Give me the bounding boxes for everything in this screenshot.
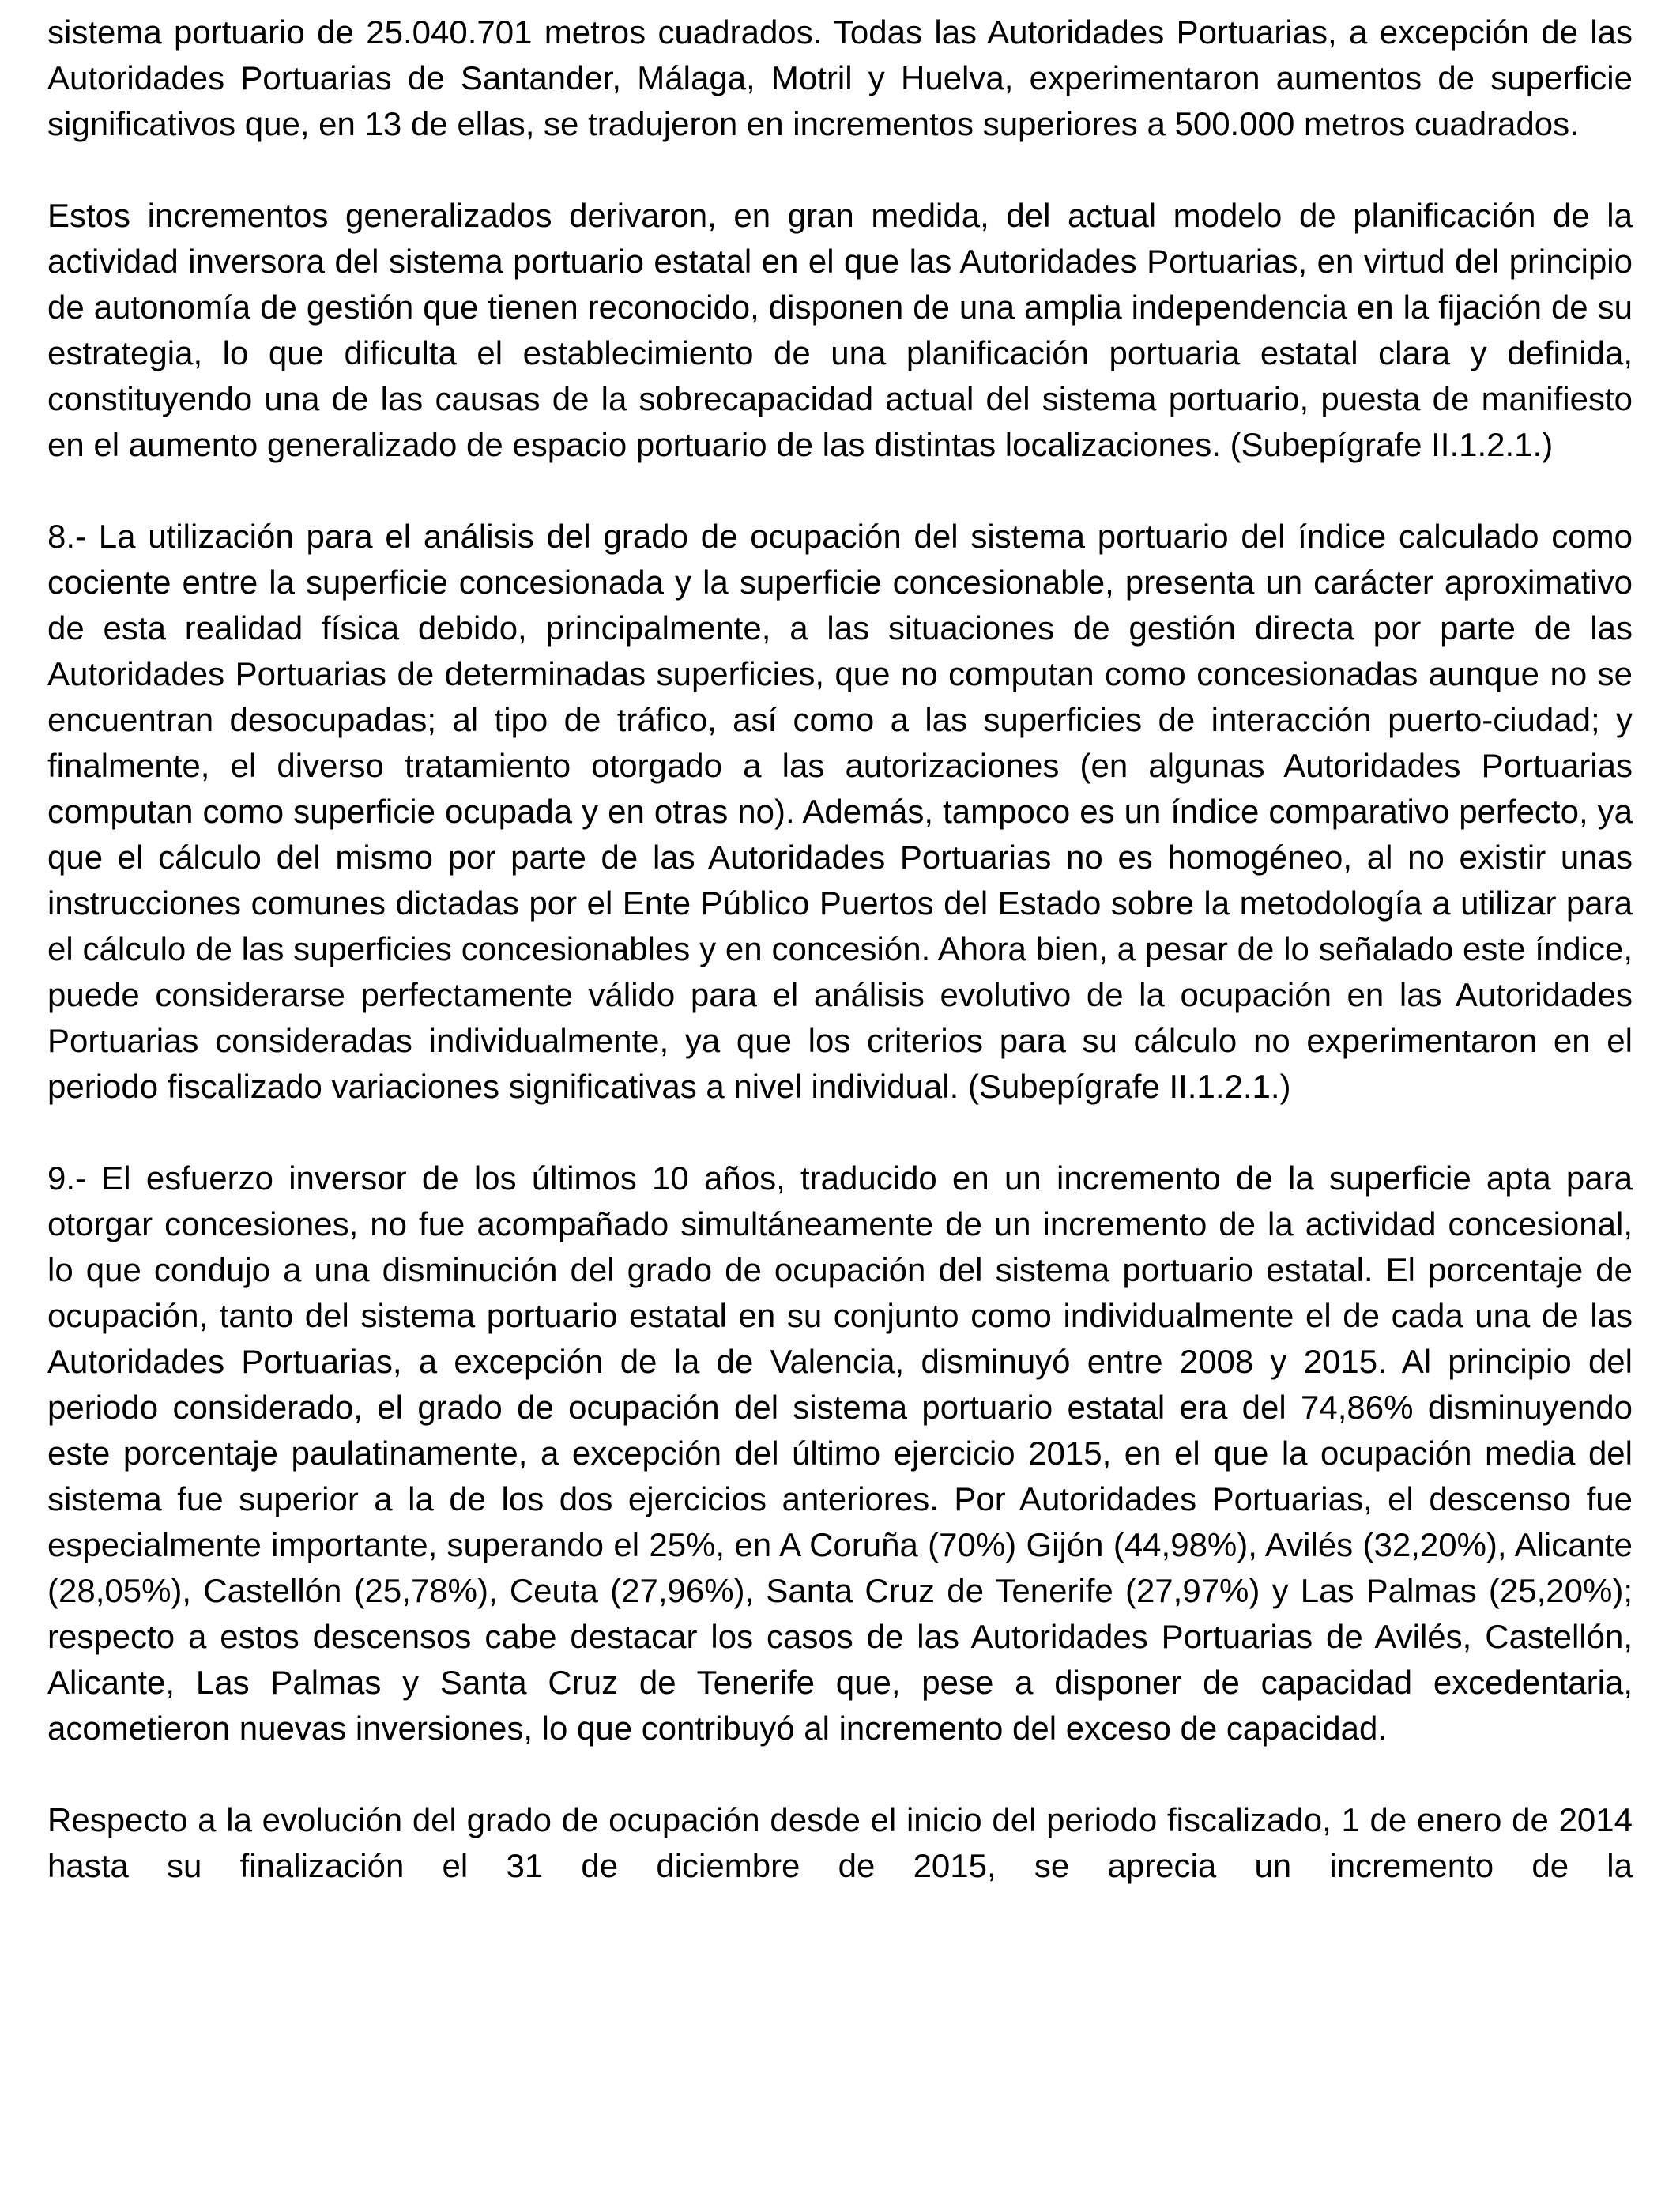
paragraph-point-9-investment-effort: 9.- El esfuerzo inversor de los últimos 10 años, traducido en un incremento de la superficie apta para otorgar concesiones, no fue acompañado simultáneamente de un incremento de la actividad concesional, lo que condujo a una disminución del grado de ocupación del sistema portuario estatal. El porcentaje de ocupación, tanto del sistema portuario estatal en su conjunto como individualmente el de cada una de las Autoridades Portuarias, a excepción de la de Valencia, disminuyó entre 2008 y 2015. Al principio del periodo considerado, el grado de ocupación del sistema portuario estatal era del 74,86% disminuyendo este porcentaje paulatinamente, a excepción del último ejercicio 2015, en el que la ocupación media del sistema fue superior a la de los dos ejercicios anteriores. Por Autoridades Portuarias, el descenso fue especialmente importante, superando el 25%, en A Coruña (70%) Gijón (44,98%), Avilés (32,20%), Alicante (28,05%), Castellón (25,78%), Ceuta (27,96%), Santa Cruz de Tenerife (27,97%) y Las Palmas (25,20%); respecto a estos descensos cabe destacar los casos de las Autoridades Portuarias de Avilés, Castellón, Alicante, Las Palmas y Santa Cruz de Tenerife que, pese a disponer de capacidad excedentaria, acometieron nuevas inversiones, lo que contribuyó al incremento del exceso de capacidad. (47, 1159, 1633, 1747)
paragraph-occupancy-evolution: Respecto a la evolución del grado de ocupación desde el inicio del periodo fiscalizado, 1 de enero de 2014 hasta su finalización el 31 de diciembre de 2015, se aprecia un incremento de la (47, 1801, 1633, 1884)
paragraph-point-8-occupancy-index: 8.- La utilización para el análisis del grado de ocupación del sistema portuario del índice calculado como cociente entre la superficie concesionada y la superficie concesionable, presenta un carácter aproximativo de esta realidad física debido, principalmente, a las situaciones de gestión directa por parte de las Autoridades Portuarias de determinadas superficies, que no computan como concesionadas aunque no se encuentran desocupadas; al tipo de tráfico, así como a las superficies de interacción puerto-ciudad; y finalmente, el diverso tratamiento otorgado a las autorizaciones (en algunas Autoridades Portuarias computan como superficie ocupada y en otras no). Además, tampoco es un índice comparativo perfecto, ya que el cálculo del mismo por parte de las Autoridades Portuarias no es homogéneo, al no existir unas instrucciones comunes dictadas por el Ente Público Puertos del Estado sobre la metodología a utilizar para el cálculo de las superficies concesionables y en concesión. Ahora bien, a pesar de lo señalado este índice, puede considerarse perfectamente válido para el análisis evolutivo de la ocupación en las Autoridades Portuarias consideradas individualmente, ya que los criterios para su cálculo no experimentaron en el periodo fiscalizado variaciones significativas a nivel individual. (Subepígrafe II.1.2.1.) (47, 518, 1633, 1105)
paragraph-investment-planning: Estos incrementos generalizados derivaron, en gran medida, del actual modelo de planificación de la actividad inversora del sistema portuario estatal en el que las Autoridades Portuarias, en virtud del principio de autonomía de gestión que tienen reconocido, disponen de una amplia independencia en la fijación de su estrategia, lo que dificulta el establecimiento de una planificación portuaria estatal clara y definida, constituyendo una de las causas de la sobrecapacidad actual del sistema portuario, puesta de manifiesto en el aumento generalizado de espacio portuario de las distintas localizaciones. (Subepígrafe II.1.2.1.) (47, 197, 1633, 463)
paragraph-surface-increase: sistema portuario de 25.040.701 metros cuadrados. Todas las Autoridades Portuarias, a excepción de las Autoridades Portuarias de Santander, Málaga, Motril y Huelva, experimentaron aumentos de superficie significativos que, en 13 de ellas, se tradujeron en incrementos superiores a 500.000 metros cuadrados. (47, 13, 1633, 142)
document-page (47, 9, 1633, 1889)
